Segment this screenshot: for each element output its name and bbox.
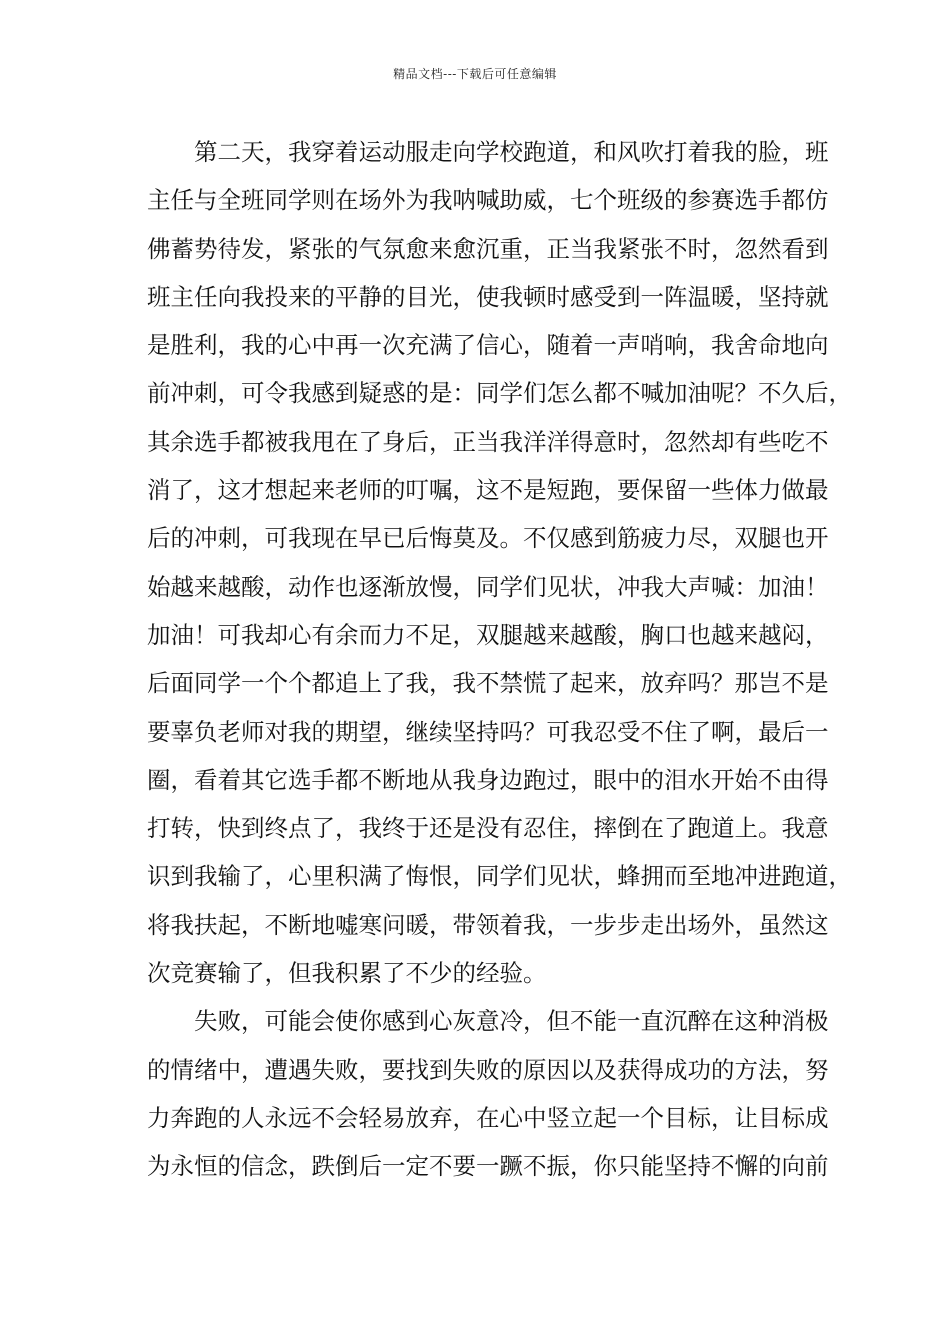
- paragraph-1-line: 将我扶起，不断地嘘寒问暖，带领着我，一步步走出场外，虽然这: [147, 910, 829, 939]
- paragraph-1-line: 后的冲刺，可我现在早已后悔莫及。不仅感到筋疲力尽，双腿也开: [147, 524, 829, 553]
- paragraph-1-line: 佛蓄势待发，紧张的气氛愈来愈沉重，正当我紧张不时，忽然看到: [147, 234, 829, 263]
- paragraph-1-line: 消了，这才想起来老师的叮嘱，这不是短跑，要保留一些体力做最: [147, 476, 829, 505]
- paragraph-1-line: 班主任向我投来的平静的目光，使我顿时感受到一阵温暖，坚持就: [147, 282, 829, 311]
- paragraph-1-line: 要辜负老师对我的期望，继续坚持吗？可我忍受不住了啊，最后一: [147, 717, 829, 746]
- paragraph-1-line: 是胜利，我的心中再一次充满了信心，随着一声哨响，我舍命地向: [147, 331, 829, 360]
- page-header: 精品文档---下载后可任意编辑: [393, 67, 557, 81]
- paragraph-1-line: 主任与全班同学则在场外为我呐喊助威，七个班级的参赛选手都仿: [147, 186, 829, 215]
- paragraph-2-line: 的情绪中，遭遇失败，要找到失败的原因以及获得成功的方法，努: [147, 1055, 829, 1084]
- paragraph-1-line: 始越来越酸，动作也逐渐放慢，同学们见状，冲我大声喊：加油！: [147, 572, 829, 601]
- paragraph-1-line: 其余选手都被我甩在了身后，正当我洋洋得意时，忽然却有些吃不: [147, 427, 829, 456]
- paragraph-1-line: 圈，看着其它选手都不断地从我身边跑过，眼中的泪水开始不由得: [147, 765, 829, 794]
- paragraph-1-line: 后面同学一个个都追上了我，我不禁慌了起来，放弃吗？那岂不是: [147, 669, 829, 698]
- paragraph-2-line: 失败，可能会使你感到心灰意冷，但不能一直沉醉在这种消极: [194, 1007, 829, 1036]
- paragraph-2-line: 力奔跑的人永远不会轻易放弃，在心中竖立起一个目标，让目标成: [147, 1103, 829, 1132]
- paragraph-1-line: 打转，快到终点了，我终于还是没有忍住，摔倒在了跑道上。我意: [147, 814, 829, 843]
- document-body: [147, 128, 852, 1191]
- paragraph-1-line: 第二天，我穿着运动服走向学校跑道，和风吹打着我的脸，班: [194, 138, 829, 166]
- paragraph-1-line: 识到我输了，心里积满了悔恨，同学们见状，蜂拥而至地冲进跑道，: [147, 862, 852, 891]
- paragraph-2-line: 为永恒的信念，跌倒后一定不要一蹶不振，你只能坚持不懈的向前: [147, 1152, 829, 1181]
- paragraph-1-line: 前冲刺，可令我感到疑惑的是：同学们怎么都不喊加油呢？不久后，: [147, 379, 852, 408]
- paragraph-1-line: 加油！可我却心有余而力不足，双腿越来越酸，胸口也越来越闷，: [147, 620, 829, 649]
- paragraph-1-line: 次竞赛输了，但我积累了不少的经验。: [147, 959, 547, 988]
